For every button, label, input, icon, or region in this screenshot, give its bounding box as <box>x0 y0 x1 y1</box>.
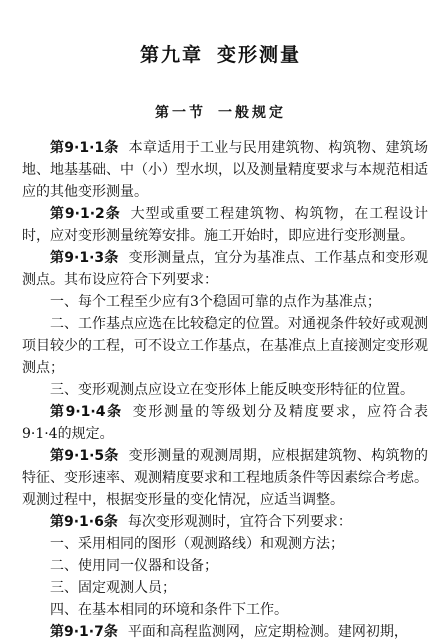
paragraph <box>22 445 428 511</box>
paragraph <box>22 401 428 445</box>
list-item-text: 二、使用同一仪器和设备； <box>50 558 218 574</box>
paragraph <box>22 621 428 643</box>
paragraph-text: 大型或重要工程建筑物、构筑物，在工程设计时，应对变形测量统筹安排。施工开始时，即应进行变形测量。 <box>22 206 428 244</box>
list-item <box>22 313 428 379</box>
list-item <box>22 533 428 555</box>
paragraph <box>22 137 428 203</box>
list-item <box>22 379 428 401</box>
paragraph-text: 变形测量的观测周期，应根据建筑物、构筑物的特征、变形速率、观测精度要求和工程地质条件等因素综合考虑。观测过程中，根据变形量的变化情况，应适当调整。 <box>22 448 428 508</box>
list-item-text: 三、固定观测人员； <box>50 580 176 596</box>
article-number: 第9·1·5条 <box>50 448 119 464</box>
paragraph <box>22 247 428 291</box>
paragraph-text: 本章适用于工业与民用建筑物、构筑物、建筑场地、地基基础、中（小）型水坝，以及测量精度要求与本规范相适应的其他变形测量。 <box>22 140 428 200</box>
list-item <box>22 577 428 599</box>
paragraph-text: 变形测量的等级划分及精度要求，应符合表9·1·4的规定。 <box>22 404 428 442</box>
list-item-text: 四、在基本相同的环境和条件下工作。 <box>50 602 288 618</box>
section-title: 一般规定 <box>218 105 286 121</box>
list-item <box>22 291 428 313</box>
article-number: 第9·1·3条 <box>50 250 119 266</box>
chapter-number: 第九章 <box>139 44 203 66</box>
list-item-text: 一、每个工程至少应有3个稳固可靠的点作为基准点； <box>50 294 381 310</box>
article-number: 第9·1·2条 <box>50 206 121 222</box>
list-item <box>22 555 428 577</box>
article-number: 第9·1·6条 <box>50 514 118 530</box>
section-number: 第一节 <box>155 105 206 121</box>
article-number: 第9·1·4条 <box>50 404 123 420</box>
section-heading <box>0 102 441 122</box>
document-body <box>22 137 428 643</box>
paragraph-text: 每次变形观测时，宜符合下列要求： <box>127 514 352 530</box>
list-item-text: 三、变形观测点应设立在变形体上能反映变形特征的位置。 <box>50 382 414 398</box>
paragraph <box>22 511 428 533</box>
article-number: 第9·1·7条 <box>50 624 118 640</box>
chapter-heading <box>0 40 441 67</box>
chapter-title: 变形测量 <box>217 44 302 66</box>
article-number: 第9·1·1条 <box>50 140 119 156</box>
paragraph-text: 平面和高程监测网，应定期检测。建网初期， <box>127 624 408 640</box>
list-item-text: 二、工作基点应选在比较稳定的位置。对通视条件较好或观测项目较少的工程，可不设立工作基点，在基准点上直接测定变形观测点； <box>22 316 428 376</box>
list-item <box>22 599 428 621</box>
list-item-text: 一、采用相同的图形（观测路线）和观测方法； <box>50 536 344 552</box>
paragraph <box>22 203 428 247</box>
paragraph-text: 变形测量点，宜分为基准点、工作基点和变形观测点。其布设应符合下列要求： <box>22 250 428 288</box>
